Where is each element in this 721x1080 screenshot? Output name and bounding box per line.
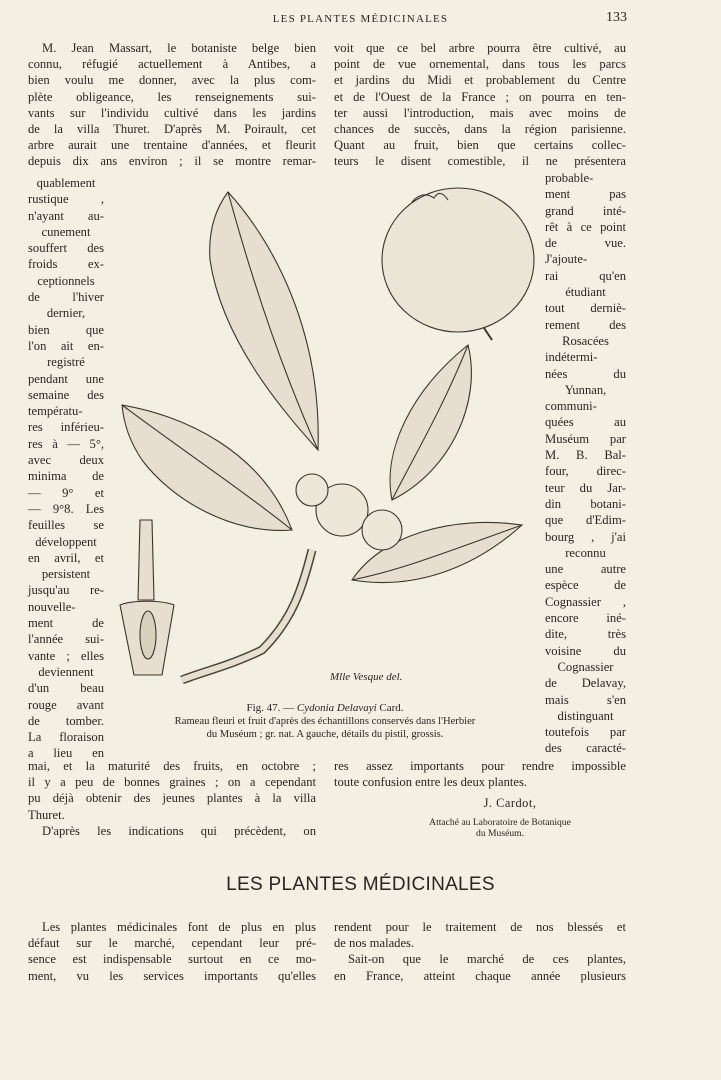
right-column-lower [334,758,626,790]
text-line: tout derniè- [545,301,626,316]
author-affiliation: Attaché au Laboratoire de Botanique [429,817,571,828]
bottom-left-column [28,919,316,984]
figure-author: Card. [379,702,404,714]
text-line: registré [47,355,85,370]
text-line: mai, et la maturité des fruits, en octobre ; [28,759,316,773]
text-line: voisine du [545,643,626,658]
cydonia-branch-drawing [112,180,542,700]
text-line: feuilles se [28,518,104,533]
text-line: arbre aurait une trentaine d'années, et fleurit [28,138,316,153]
bottom-right-column [334,919,626,984]
text-line: sence est indispensable surtout en ce mo- [28,952,316,967]
text-line: nouvelle- [28,599,76,614]
text-line: grand inté- [545,203,626,218]
text-line: voit que ce bel arbre pourra être cultivé, au [334,41,626,55]
text-line: point de vue ornemental, dans tous les parcs [334,57,626,72]
left-column-lower [28,758,316,839]
text-line: toute confusion entre les deux plantes. [334,775,528,790]
text-line: Les plantes médicinales font de plus en plus [42,920,316,934]
text-line: en avril, et [28,550,104,565]
text-line: rendent pour le traitement de nos blessés et [334,920,626,934]
text-line: toutefois par [545,725,626,740]
botanical-illustration [112,180,542,700]
text-line: res à — 5°, [28,436,104,451]
text-line: probable- [545,171,594,185]
text-line: quablement [36,176,96,190]
text-line: ter aussi l'introduction, mais avec moins de [334,105,626,120]
text-line: Muséum par [545,431,626,446]
text-line: avec deux [28,453,104,468]
text-line: cunement [41,224,91,239]
author-signature [334,796,626,839]
text-line: chances de succès, dans la région parisienne. [334,122,626,137]
text-line: Quant au fruit, bien que certains collec- [334,138,626,153]
text-line: deviennent [38,664,94,679]
left-column-top [28,40,316,170]
figure-species: Cydonia Delavayi [296,702,377,714]
text-line: de tomber. [28,713,104,728]
text-line: de l'hiver [28,290,104,305]
text-line: connu, réfugié actuellement à Antibes, a [28,57,316,72]
text-line: nées du [545,366,626,381]
text-line: et jardins du Midi et probablement du Centre [334,73,626,88]
text-line: et de l'Ouest de la France ; on pourra en ten- [334,89,626,104]
text-line: D'après les indications qui précèdent, on [42,823,316,838]
text-line: J'ajoute- [545,252,588,267]
caption-line: du Muséum ; gr. nat. A gauche, détails du pistil, grossis. [206,729,444,740]
text-line: ceptionnels [37,273,95,288]
text-line: rustique , [28,192,104,207]
text-line: de la villa Thuret. D'après M. Poirault, cet [28,122,316,137]
artist-signature: Mlle Vesque del. [330,671,403,683]
text-line: res inférieu- [28,420,104,435]
text-line: des caracté- [545,741,626,756]
text-line: depuis dix ans environ ; il se montre remar- [28,154,316,169]
text-line: a lieu en [28,746,104,761]
text-line: températu- [28,404,83,419]
text-line: l'on ait en- [28,338,104,353]
text-line: quées au [545,415,626,430]
text-line: pu déjà obtenir des jeunes plantes à la villa [28,791,316,806]
text-line: encore iné- [545,611,626,626]
text-line: Yunnan, [564,382,607,397]
right-column-top [334,40,626,170]
text-line: teurs le disent comestible, il ne présentera [334,154,626,169]
stem [182,550,312,680]
flower [296,474,328,506]
text-line: rement des [545,317,626,332]
text-line: bien voulu me donner, avec la plus com- [28,73,316,88]
text-line: persistent [41,567,91,582]
text-line: que d'Edim- [545,513,626,528]
text-line: mais s'en [545,692,626,707]
text-line: distinguant [557,708,614,723]
figure-label: Fig. 47. — [246,702,295,714]
running-header: LES PLANTES MÉDICINALES [272,13,449,25]
text-line: M. Jean Massart, le botaniste belge bien [42,41,316,55]
text-line: vants sur l'individu cultivé dans les jardins [28,105,316,120]
text-line: jusqu'au re- [28,583,104,598]
text-line: bien que [28,322,104,337]
text-line: semaine des [28,387,104,402]
text-line: — 9° et [28,485,104,500]
author-affiliation: du Muséum. [476,828,524,839]
text-line: souffert des [28,241,104,256]
text-line: reconnu [565,545,606,560]
leaf [210,192,319,450]
caption-line: Rameau fleuri et fruit d'après des échantillons conservés dans l'Herbier [174,716,476,727]
text-line: rai qu'en [545,268,626,283]
flower [362,510,402,550]
left-narrow-column [28,175,104,762]
text-line: res assez importants pour rendre impossible [334,759,626,773]
text-line: Cognassier [557,659,614,674]
text-line: minima de [28,469,104,484]
text-line: de nos malades. [334,936,415,951]
text-line: Sait-on que le marché de ces plantes, [348,952,626,967]
text-line: — 9°8. Les [28,501,104,516]
text-line: M. B. Bal- [545,448,626,463]
fruit [382,188,534,332]
text-line: rêt à ce point [545,219,626,234]
pistil-detail [138,520,154,600]
text-line: étudiant [565,285,606,300]
leaf [390,345,471,500]
text-line: il y a peu de bonnes graines ; on a cependant [28,775,316,790]
text-line: froids ex- [28,257,104,272]
text-line: d'un beau [28,681,104,696]
text-line: Thuret. [28,807,65,822]
text-line: plète obligeance, les renseignements sui- [28,89,316,104]
text-line: La floraison [28,730,104,745]
text-line: l'année sui- [28,632,104,647]
text-line: de vue. [545,236,626,251]
text-line: teur du Jar- [545,480,626,495]
text-line: ment pas [545,187,626,202]
text-line: défaut sur le marché, cependant leur pré- [28,936,316,951]
text-line: rouge avant [28,697,104,712]
text-line: communi- [545,399,597,414]
text-line: bourg , j'ai [545,529,626,544]
text-line: n'ayant au- [28,208,104,223]
text-line: dite, très [545,627,626,642]
page-number: 133 [606,10,627,25]
text-line: ment, vu les services importants qu'elles [28,968,316,983]
text-line: indétermi- [545,350,598,365]
text-line: de Delavay, [545,676,626,691]
text-line: vante ; elles [28,648,104,663]
text-line: en France, atteint chaque année plusieurs [334,968,626,983]
section-title: LES PLANTES MÉDICINALES [226,874,495,895]
text-line: Rosacées [562,333,609,348]
text-line: pendant une [28,371,104,386]
right-narrow-column [545,170,626,757]
text-line: développent [35,534,97,549]
text-line: dernier, [46,306,86,321]
text-line: ment de [28,616,104,631]
text-line: four, direc- [545,464,626,479]
text-line: Cognassier , [545,594,626,609]
author-name: J. Cardot, [483,796,537,810]
text-line: espèce de [545,578,626,593]
text-line: din botani- [545,496,626,511]
figure-caption [110,702,540,741]
text-line: une autre [545,562,626,577]
